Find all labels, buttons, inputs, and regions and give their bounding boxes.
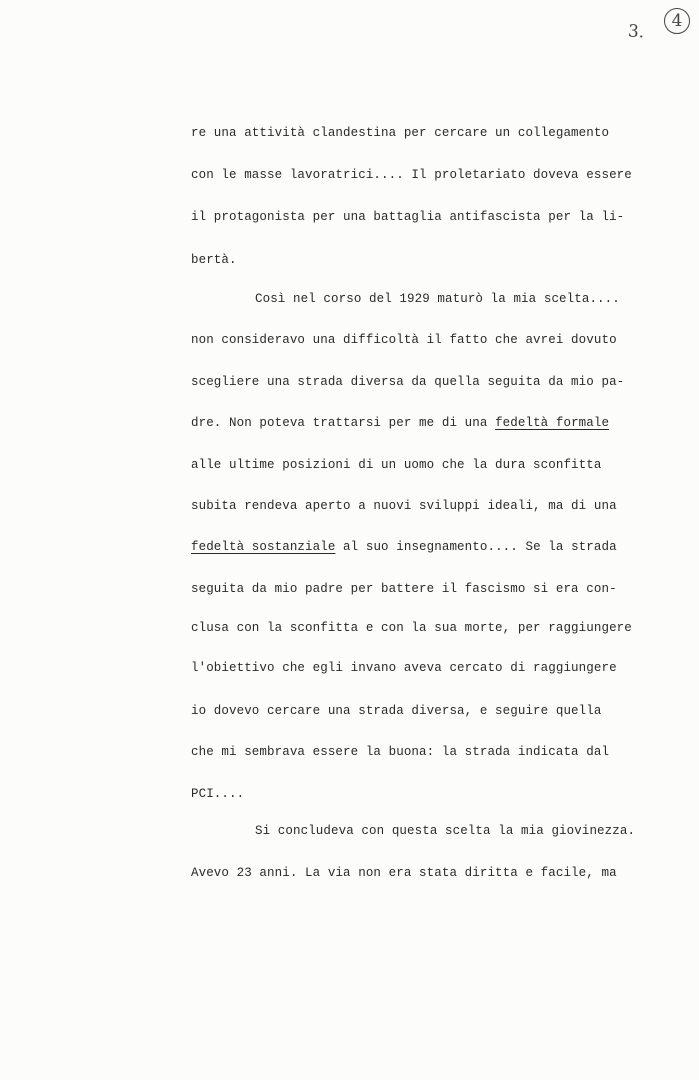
text-segment: al suo insegnamento.... Se la strada — [335, 540, 617, 554]
text-line: re una attività clandestina per cercare un collegamento — [191, 126, 610, 140]
text-line: Avevo 23 anni. La via non era stata diritta e facile, ma — [191, 866, 617, 880]
underlined-phrase: fedeltà sostanziale — [191, 540, 336, 554]
text-line: con le masse lavoratrici.... Il proletariato doveva essere — [191, 168, 632, 182]
text-line — [191, 416, 609, 430]
text-segment: dre. Non poteva trattarsi per me di una — [191, 416, 496, 430]
text-line: clusa con la sconfitta e con la sua morte, per raggiungere — [191, 621, 632, 635]
text-line — [191, 540, 617, 554]
text-line: il protagonista per una battaglia antifascista per la li- — [191, 210, 625, 224]
text-line: bertà. — [191, 253, 237, 267]
text-line: seguita da mio padre per battere il fascismo si era con- — [191, 582, 617, 596]
text-line: io dovevo cercare una strada diversa, e seguire quella — [191, 704, 602, 718]
circled-page-number: 4 — [664, 8, 690, 34]
text-line: PCI.... — [191, 787, 245, 801]
text-line: alle ultime posizioni di un uomo che la dura sconfitta — [191, 458, 602, 472]
text-line: non consideravo una difficoltà il fatto che avrei dovuto — [191, 333, 617, 347]
text-line: Così nel corso del 1929 maturò la mia scelta.... — [255, 292, 620, 306]
underlined-phrase: fedeltà formale — [495, 416, 610, 430]
handwritten-page-number: 3. — [627, 21, 645, 43]
text-line: che mi sembrava essere la buona: la strada indicata dal — [191, 745, 610, 759]
text-line: Si concludeva con questa scelta la mia giovinezza. — [255, 824, 636, 838]
text-line: l'obiettivo che egli invano aveva cercato di raggiungere — [191, 661, 617, 675]
text-line: scegliere una strada diversa da quella seguita da mio pa- — [191, 375, 625, 389]
text-line: subita rendeva aperto a nuovi sviluppi ideali, ma di una — [191, 499, 617, 513]
